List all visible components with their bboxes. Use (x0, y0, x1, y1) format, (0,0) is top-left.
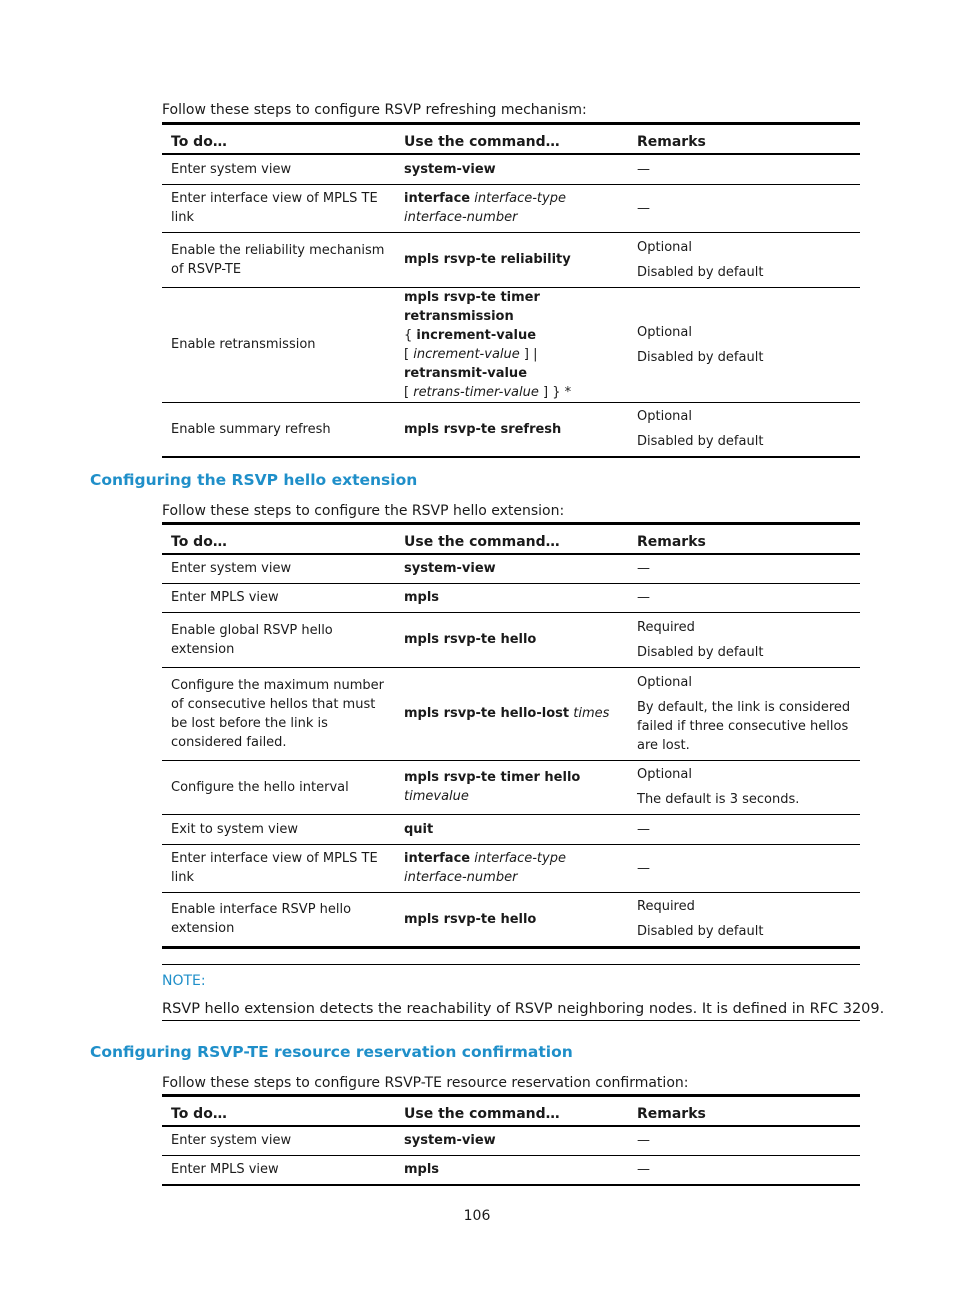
command-punct: [ (404, 346, 410, 362)
remark-line: — (637, 1133, 650, 1149)
hello-heading: Configuring the RSVP hello extension (90, 471, 418, 489)
command-cell (395, 892, 628, 947)
command-cell (395, 612, 628, 667)
remark-line: Disabled by default (637, 924, 764, 939)
table-row (162, 892, 860, 947)
header-todo: To do… (171, 1106, 227, 1122)
table-header-row (162, 524, 860, 555)
command-cell (395, 1155, 628, 1185)
remark-line: Required (637, 899, 695, 914)
todo-cell: Enter system view (171, 161, 292, 177)
command-punct: ] } * (543, 384, 572, 400)
todo-cell: Enter MPLS view (171, 1162, 279, 1178)
note-text: RSVP hello extension detects the reachability of RSVP neighboring nodes. It is defined in RFC 3209. (162, 1001, 885, 1017)
table-header-row (162, 124, 860, 155)
todo-cell: Enter system view (171, 561, 292, 577)
command-cell (395, 760, 628, 814)
todo-cell: Enter MPLS view (171, 590, 279, 605)
remarks-cell (628, 892, 860, 947)
command-cell (395, 583, 628, 612)
command-cell (395, 287, 628, 402)
remark-line: Optional (637, 239, 692, 255)
remarks-cell (628, 583, 860, 612)
table-row (162, 154, 860, 184)
header-remarks: Remarks (637, 134, 706, 150)
command-argument: times (573, 706, 610, 721)
hello-table (162, 522, 860, 949)
command-keyword: mpls rsvp-te timer retransmission (404, 289, 540, 324)
command-cell (395, 232, 628, 287)
remarks-cell (628, 844, 860, 892)
command-keyword: mpls rsvp-te hello-lost (404, 706, 570, 721)
command-argument: interface-type (474, 191, 566, 206)
table-row (162, 612, 860, 667)
todo-cell: Enter interface view of MPLS TE link (171, 851, 378, 885)
command-argument: timevalue (404, 789, 469, 804)
remarks-cell (628, 154, 860, 184)
note-label: NOTE: (162, 973, 206, 989)
command-keyword: retransmit-value (404, 365, 528, 381)
command-cell (395, 814, 628, 844)
todo-cell: Enable global RSVP hello extension (171, 622, 333, 657)
remark-line: — (637, 200, 650, 216)
todo-cell: Configure the maximum number of consecutive hellos that must be lost before the link is considered failed. (171, 677, 384, 750)
command-punct: { (404, 327, 413, 343)
remarks-cell (628, 232, 860, 287)
confirm-heading: Configuring RSVP-TE resource reservation confirmation (90, 1043, 573, 1061)
remark-line: Disabled by default (637, 264, 764, 280)
command-keyword: mpls rsvp-te hello (404, 911, 537, 927)
table-row (162, 1126, 860, 1155)
remarks-cell (628, 287, 860, 402)
remark-line: — (637, 821, 650, 837)
remarks-cell (628, 760, 860, 814)
remark-line: Optional (637, 674, 692, 690)
remarks-cell (628, 402, 860, 457)
remarks-cell (628, 554, 860, 583)
command-keyword: mpls rsvp-te timer hello (404, 770, 581, 785)
header-todo: To do… (171, 534, 227, 550)
remark-line: The default is 3 seconds. (637, 792, 800, 807)
command-argument: interface-type (474, 851, 566, 866)
table-header-row (162, 1096, 860, 1127)
command-keyword: interface (404, 191, 471, 206)
table-row (162, 287, 860, 402)
remark-line: Optional (637, 767, 692, 782)
command-argument: retrans-timer-value (413, 384, 539, 400)
remark-line: — (637, 561, 650, 577)
table-row (162, 583, 860, 612)
header-remarks: Remarks (637, 1106, 706, 1122)
page-number: 106 (463, 1208, 491, 1224)
command-keyword: system-view (404, 561, 496, 577)
todo-cell: Exit to system view (171, 821, 298, 837)
todo-cell: Enable retransmission (171, 337, 316, 352)
table-row (162, 402, 860, 457)
remark-line: — (637, 860, 650, 876)
todo-cell: Enable the reliability mechanism of RSVP-TE (171, 242, 385, 277)
command-cell (395, 1126, 628, 1155)
command-cell (395, 844, 628, 892)
command-keyword: mpls (404, 1162, 440, 1178)
confirm-table (162, 1094, 860, 1186)
command-cell (395, 667, 628, 760)
remark-line: Optional (637, 409, 692, 425)
table-row (162, 1155, 860, 1185)
todo-cell: Configure the hello interval (171, 779, 349, 795)
command-argument: interface-number (404, 210, 518, 225)
table-row (162, 667, 860, 760)
command-keyword: mpls (404, 590, 440, 605)
remarks-cell (628, 667, 860, 760)
command-keyword: increment-value (416, 327, 537, 343)
table-row (162, 760, 860, 814)
command-punct: ] | (523, 346, 538, 362)
remarks-cell (628, 184, 860, 232)
table-row (162, 554, 860, 583)
remark-line: — (637, 1162, 650, 1178)
command-keyword: mpls rsvp-te srefresh (404, 421, 562, 437)
todo-cell: Enable summary refresh (171, 421, 331, 437)
command-keyword: quit (404, 821, 434, 837)
command-keyword: interface (404, 851, 471, 866)
todo-cell: Enable interface RSVP hello extension (171, 902, 352, 936)
remarks-cell (628, 1126, 860, 1155)
header-remarks: Remarks (637, 534, 706, 550)
command-keyword: mpls rsvp-te reliability (404, 252, 571, 267)
header-command: Use the command… (404, 534, 560, 550)
command-keyword: mpls rsvp-te hello (404, 632, 537, 647)
command-cell (395, 154, 628, 184)
command-argument: interface-number (404, 870, 518, 885)
table-row (162, 184, 860, 232)
table-row (162, 844, 860, 892)
remark-line: Disabled by default (637, 434, 764, 450)
note-bottom-rule (162, 1020, 860, 1021)
remarks-cell (628, 612, 860, 667)
hello-intro: Follow these steps to configure the RSVP hello extension: (162, 503, 565, 519)
table-row (162, 232, 860, 287)
remark-line: — (637, 161, 650, 177)
command-cell (395, 554, 628, 583)
header-command: Use the command… (404, 134, 560, 150)
command-keyword: system-view (404, 161, 496, 177)
remark-line: — (637, 590, 650, 605)
remark-line: Disabled by default (637, 349, 764, 365)
todo-cell: Enter interface view of MPLS TE link (171, 191, 378, 225)
command-punct: [ (404, 384, 410, 400)
command-cell (395, 402, 628, 457)
remark-line: Optional (637, 324, 692, 340)
header-command: Use the command… (404, 1106, 560, 1122)
todo-cell: Enter system view (171, 1133, 292, 1149)
refresh-intro: Follow these steps to configure RSVP refreshing mechanism: (162, 102, 587, 118)
remark-line: Disabled by default (637, 644, 764, 660)
note-top-rule (162, 964, 860, 965)
remarks-cell (628, 1155, 860, 1185)
remark-line: By default, the link is considered failed if three consecutive hellos are lost. (637, 699, 851, 753)
command-cell (395, 184, 628, 232)
command-argument: increment-value (413, 346, 520, 362)
remarks-cell (628, 814, 860, 844)
confirm-intro: Follow these steps to configure RSVP-TE resource reservation confirmation: (162, 1075, 689, 1091)
command-keyword: system-view (404, 1133, 496, 1149)
table-row (162, 814, 860, 844)
header-todo: To do… (171, 134, 227, 150)
refresh-table (162, 122, 860, 458)
remark-line: Required (637, 619, 695, 635)
